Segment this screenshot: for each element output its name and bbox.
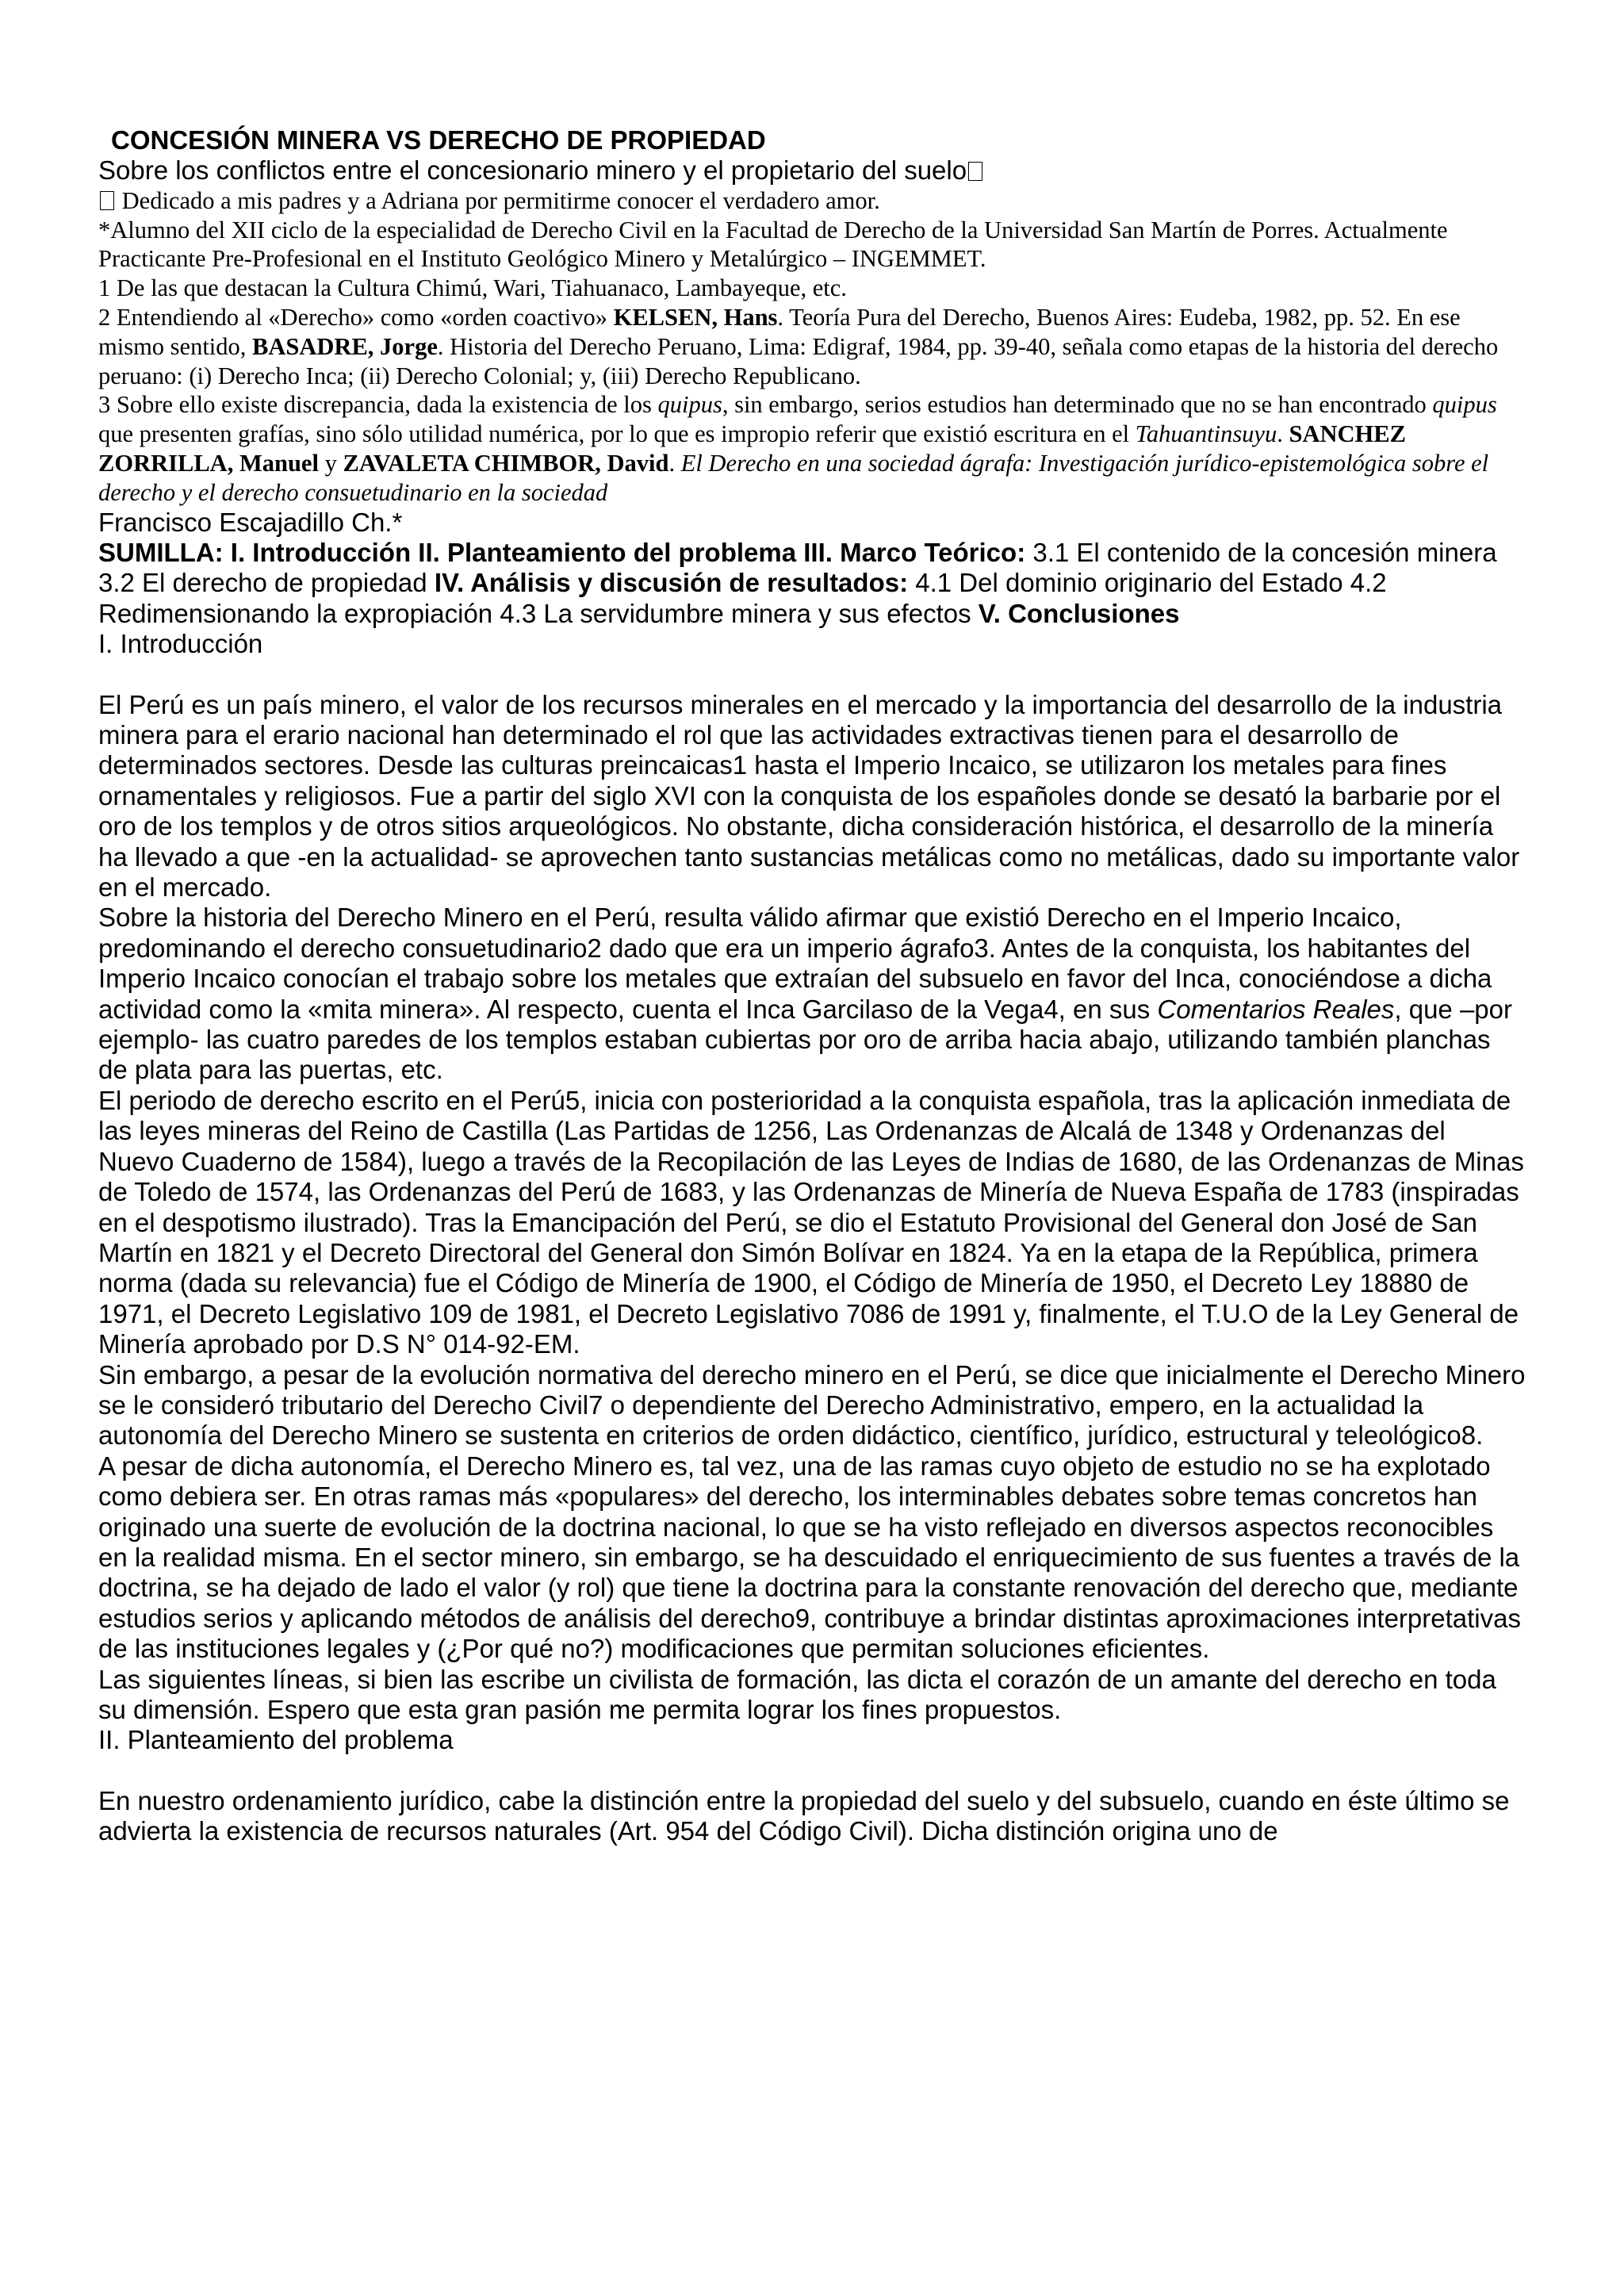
document-page [98, 125, 1526, 1847]
footnote-marker-icon [100, 191, 114, 210]
section-heading-introduccion: I. Introducción [98, 629, 263, 659]
footnote-author-note: *Alumno del XII ciclo de la especialidad de Derecho Civil en la Facultad de Derecho de la Universidad San Martín de Porres. Actualmente Practicante Pre-Profesional en el Instituto Geológico Minero y Metalúrgico – INGEMMET. [98, 216, 1448, 273]
footnote-2: 2 Entendiendo al «Derecho» como «orden coactivo» KELSEN, Hans. Teoría Pura del Derecho, Buenos Aires: Eudeba, 1982, pp. 52. En ese mismo sentido, BASADRE, Jorge. Historia del Derecho Peruano, Lima: Edigraf, 1984, pp. 39-40, señala como etapas de la historia del derecho peruano: (i) Derecho Inca; (ii) Derecho Colonial; y, (iii) Derecho Republicano. [98, 304, 1499, 389]
paragraph: Las siguientes líneas, si bien las escribe un civilista de formación, las dicta el corazón de un amante del derecho en toda su dimensión. Espero que esta gran pasión me permita lograr los fines propuestos. [98, 1664, 1496, 1725]
paragraph: El periodo de derecho escrito en el Perú5, inicia con posterioridad a la conquista española, tras la aplicación inmediata de las leyes mineras del Reino de Castilla (Las Partidas de 1256, Las Ordenanzas de Alcalá de 1348 y Ordenanzas del Nuevo Cuaderno de 1584), luego a través de la Recopilación de las Leyes de Indias de 1680, de las Ordenanzas de Minas de Toledo de 1574, las Ordenanzas del Perú de 1683, y las Ordenanzas de Minería de Nueva España de 1783 (inspiradas en el despotismo ilustrado). Tras la Emancipación del Perú, se dio el Estatuto Provisional del General don José de San Martín en 1821 y el Decreto Directoral del General don Simón Bolívar en 1824. Ya en la etapa de la República, primera norma (dada su relevancia) fue el Código de Minería de 1900, el Código de Minería de 1950, el Decreto Ley 18880 de 1971, el Decreto Legislativo 109 de 1981, el Decreto Legislativo 7086 de 1991 y, finalmente, el T.U.O de la Ley General de Minería aprobado por D.S N° 014-92-EM. [98, 1085, 1524, 1359]
author-name: Francisco Escajadillo Ch.* [98, 507, 403, 537]
document-subtitle: Sobre los conflictos entre el concesionario minero y el propietario del suelo [98, 155, 1526, 186]
footnote-marker-icon [968, 162, 982, 181]
paragraph: El Perú es un país minero, el valor de los recursos minerales en el mercado y la importancia del desarrollo de la industria minera para el erario nacional han determinado el rol que las actividades extractivas tienen para el desarrollo de determinados sectores. Desde las culturas preincaicas1 hasta el Imperio Incaico, se utilizaron los metales para fines ornamentales y religiosos. Fue a partir del siglo XVI con la conquista de los españoles donde se desató la barbarie por el oro de los templos y de otros sitios arqueológicos. No obstante, dicha consideración histórica, el desarrollo de la minería ha llevado a que -en la actualidad- se aprovechen tanto sustancias metálicas como no metálicas, dado su importante valor en el mercado. [98, 689, 1520, 903]
paragraph: En nuestro ordenamiento jurídico, cabe la distinción entre la propiedad del suelo y del subsuelo, cuando en éste último se advierta la existencia de recursos naturales (Art. 954 del Código Civil). Dicha distinción origina uno de [98, 1785, 1510, 1846]
section-heading-planteamiento: II. Planteamiento del problema [98, 1725, 454, 1755]
paragraph: Sobre la historia del Derecho Minero en el Perú, resulta válido afirmar que existió Derecho en el Imperio Incaico, predominando el derecho consuetudinario2 dado que era un imperio ágrafo3. Antes de la conquista, los habitantes del Imperio Incaico conocían el trabajo sobre los metales que extraían del subsuelo en favor del Inca, conociéndose a dicha actividad como la «mita minera». Al respecto, cuenta el Inca Garcilaso de la Vega4, en sus Comentarios Reales, que –por ejemplo- las cuatro paredes de los templos estaban cubiertas por oro de arriba hacia abajo, utilizando también planchas de plata para las puertas, etc. [98, 903, 1512, 1085]
footnote-3: 3 Sobre ello existe discrepancia, dada la existencia de los quipus, sin embargo, serios estudios han determinado que no se han encontrado quipus que presenten grafías, sino sólo utilidad numérica, por lo que es impropio referir que existió escritura en el Tahuantinsuyu. SANCHEZ ZORRILLA, Manuel y ZAVALETA CHIMBOR, David. El Derecho en una sociedad ágrafa: Investigación jurídico-epistemológica sobre el derecho y el derecho consuetudinario en la sociedad [98, 391, 1497, 506]
footnote-1: 1 De las que destacan la Cultura Chimú, Wari, Tiahuanaco, Lambayeque, etc. [98, 274, 847, 302]
paragraph: A pesar de dicha autonomía, el Derecho Minero es, tal vez, una de las ramas cuyo objeto de estudio no se ha explotado como debiera ser. En otras ramas más «populares» del derecho, los interminables debates sobre temas concretos han originado una suerte de evolución de la doctrina nacional, lo que se ha visto reflejado en diversos aspectos reconocibles en la realidad misma. En el sector minero, sin embargo, se ha descuidado el enriquecimiento de sus fuentes a través de la doctrina, se ha dejado de lado el valor (y rol) que tiene la doctrina para la constante renovación del derecho que, mediante estudios serios y aplicando métodos de análisis del derecho9, contribuye a brindar distintas aproximaciones interpretativas de las instituciones legales y (¿Por qué no?) modificaciones que permitan soluciones eficientes. [98, 1451, 1521, 1664]
spacer [98, 660, 1526, 690]
sumilla: SUMILLA: I. Introducción II. Planteamiento del problema III. Marco Teórico: 3.1 El contenido de la concesión minera 3.2 El derecho de propiedad IV. Análisis y discusión de resultados: 4.1 Del dominio originario del Estado 4.2 Redimensionando la expropiación 4.3 La servidumbre minera y sus efectos V. Conclusiones [98, 537, 1497, 628]
spacer [98, 1756, 1526, 1786]
footnote-dedication: Dedicado a mis padres y a Adriana por permitirme conocer el verdadero amor. [98, 186, 1526, 216]
document-title: CONCESIÓN MINERA VS DERECHO DE PROPIEDAD [111, 125, 766, 155]
paragraph: Sin embargo, a pesar de la evolución normativa del derecho minero en el Perú, se dice que inicialmente el Derecho Minero se le consideró tributario del Derecho Civil7 o dependiente del Derecho Administrativo, empero, en la actualidad la autonomía del Derecho Minero se sustenta en criterios de orden didáctico, científico, jurídico, estructural y teleológico8. [98, 1359, 1526, 1451]
